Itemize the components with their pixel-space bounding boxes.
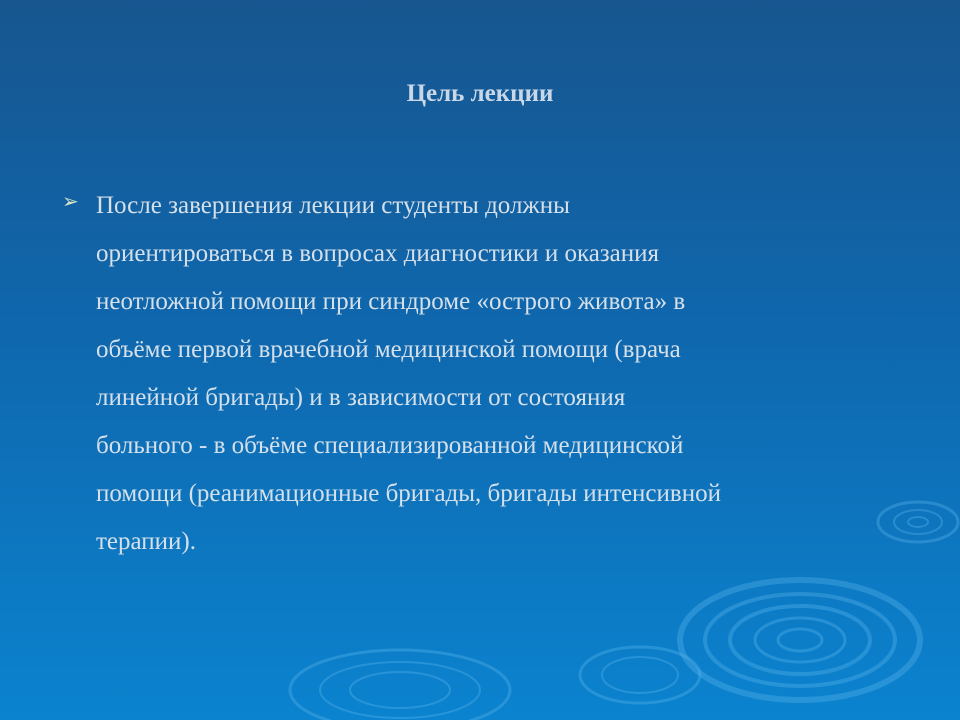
bullet-text: После завершения лекции студенты должны ориентироваться в вопросах диагностики и оказания неотложной помощи при синдроме «острого живота» в объёме первой врачебной медицинской помощи (врача линейной бригады) и в зависимости от состояния больного - в объёме специализированной медицинской помощи (реанимационные бригады, бригады интенсивной терапии). [96, 192, 721, 555]
arrow-bullet-icon: ➢ [62, 191, 79, 213]
slide-title: Цель лекции [406, 80, 554, 107]
